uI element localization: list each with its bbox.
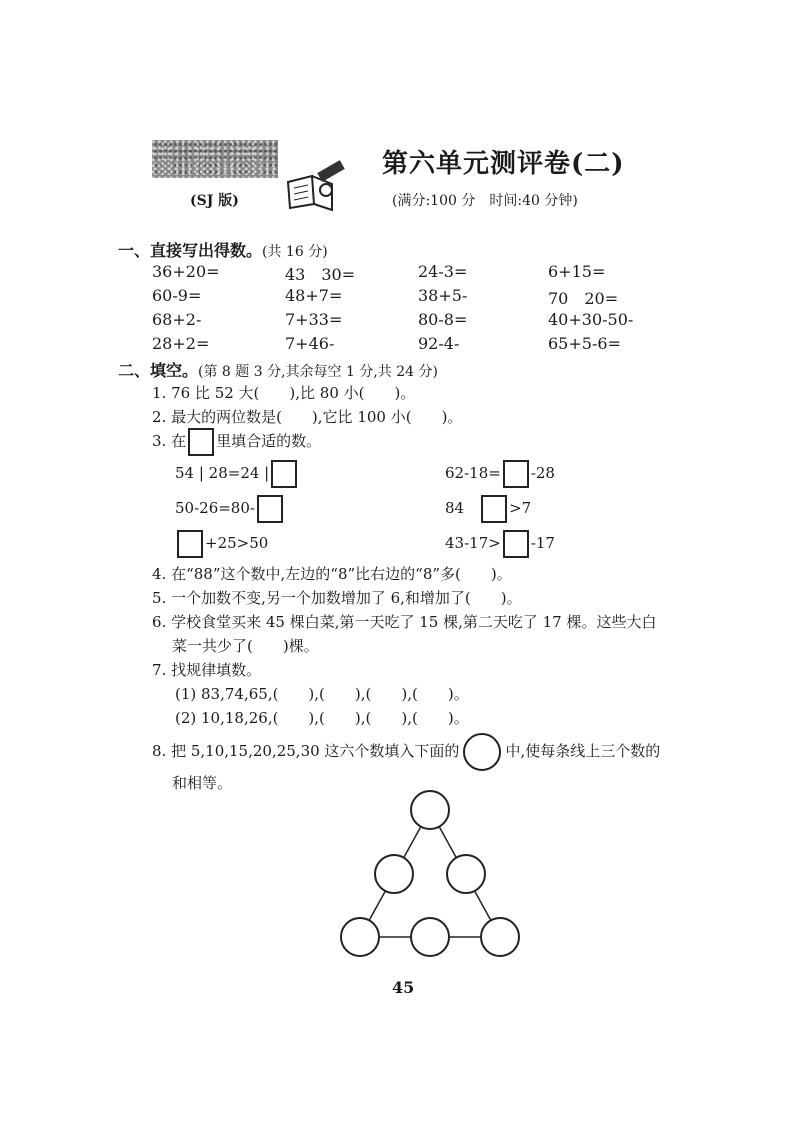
q3-item-e xyxy=(175,530,268,558)
question-7: 7. 找规律填数。 xyxy=(152,661,262,679)
page-number: 45 xyxy=(392,978,415,997)
calc-item: 28+2= xyxy=(152,334,210,353)
q3-f-text: 43-17> xyxy=(445,534,501,552)
puzzle-circle-mid-left[interactable] xyxy=(375,855,413,893)
q3-item-a xyxy=(175,460,299,488)
calc-item: 92-4- xyxy=(418,334,460,353)
circle-blank-icon xyxy=(463,733,501,771)
question-3 xyxy=(152,428,321,456)
edition-label: (SJ 版) xyxy=(190,193,239,209)
q3-f-tail: -17 xyxy=(530,534,555,552)
section2-heading xyxy=(118,358,438,381)
question-8 xyxy=(152,733,660,771)
calc-item: 68+2- xyxy=(152,310,202,329)
book-telescope-icon xyxy=(282,160,352,212)
question-3-prefix: 3. 在 xyxy=(152,432,187,450)
puzzle-circle-top[interactable] xyxy=(411,791,449,829)
decorative-stamp xyxy=(152,140,278,178)
q3-d-text: 84 xyxy=(445,499,465,517)
section2-title: 二、填空。 xyxy=(118,361,199,380)
calc-item: 7+33= xyxy=(285,310,343,329)
answer-box[interactable] xyxy=(503,530,529,558)
triangle-number-puzzle xyxy=(330,785,530,970)
answer-box[interactable] xyxy=(177,530,203,558)
puzzle-circle-bottom-right[interactable] xyxy=(481,918,519,956)
q3-e-tail: +25>50 xyxy=(205,534,269,552)
calc-item: 36+20= xyxy=(152,262,220,281)
question-8-suffix: 中,使每条线上三个数的 xyxy=(505,742,661,760)
q3-c-text: 50-26=80- xyxy=(175,499,255,517)
puzzle-circle-mid-right[interactable] xyxy=(447,855,485,893)
answer-box[interactable] xyxy=(257,495,283,523)
section1-note: (共 16 分) xyxy=(262,244,328,260)
puzzle-circle-bottom-mid[interactable] xyxy=(411,918,449,956)
question-7-part2: (2) 10,18,26,( ),( ),( ),( )。 xyxy=(175,709,469,727)
calc-item: 65+5-6= xyxy=(548,334,621,353)
answer-box[interactable] xyxy=(188,428,214,456)
calc-item: 24-3= xyxy=(418,262,468,281)
question-7-part1: (1) 83,74,65,( ),( ),( ),( )。 xyxy=(175,685,469,703)
question-3-suffix: 里填合适的数。 xyxy=(216,432,322,450)
puzzle-circle-bottom-left[interactable] xyxy=(341,918,379,956)
q3-b-text: 62-18= xyxy=(445,464,501,482)
question-2: 2. 最大的两位数是( ),它比 100 小( )。 xyxy=(152,408,463,426)
question-6-line2: 菜一共少了( )棵。 xyxy=(172,637,319,655)
q3-d-tail: >7 xyxy=(509,499,532,517)
question-4: 4. 在“88”这个数中,左边的“8”比右边的“8”多( )。 xyxy=(152,565,512,583)
q3-item-f xyxy=(445,530,555,558)
calc-item: 6+15= xyxy=(548,262,606,281)
page-title: 第六单元测评卷(二) xyxy=(382,149,625,179)
answer-box[interactable] xyxy=(481,495,507,523)
calc-item: 60-9= xyxy=(152,286,202,305)
question-8-line2: 和相等。 xyxy=(172,774,233,792)
answer-box[interactable] xyxy=(271,460,297,488)
question-8-prefix: 8. 把 5,10,15,20,25,30 这六个数填入下面的 xyxy=(152,742,460,760)
calc-item: 40+30-50- xyxy=(548,310,634,329)
calc-item: 48+7= xyxy=(285,286,343,305)
question-1: 1. 76 比 52 大( ),比 80 小( )。 xyxy=(152,384,416,402)
q3-a-text: 54 | 28=24 | xyxy=(175,464,270,482)
section1-heading xyxy=(118,238,328,261)
score-time-label: (满分:100 分 时间:40 分钟) xyxy=(392,193,578,209)
q3-item-c xyxy=(175,495,285,523)
q3-item-d xyxy=(445,495,531,523)
section1-title: 一、直接写出得数。 xyxy=(118,241,263,260)
calc-item: 7+46- xyxy=(285,334,335,353)
question-5: 5. 一个加数不变,另一个加数增加了 6,和增加了( )。 xyxy=(152,589,522,607)
section2-note: (第 8 题 3 分,其余每空 1 分,共 24 分) xyxy=(198,364,438,380)
calc-item: 38+5- xyxy=(418,286,468,305)
calc-item: 70 20= xyxy=(548,289,619,308)
answer-box[interactable] xyxy=(503,460,529,488)
calc-item: 80-8= xyxy=(418,310,468,329)
calc-item: 43 30= xyxy=(285,265,356,284)
q3-b-tail: -28 xyxy=(530,464,555,482)
question-6-line1: 6. 学校食堂买来 45 棵白菜,第一天吃了 15 棵,第二天吃了 17 棵。这些大白 xyxy=(152,613,657,631)
q3-item-b xyxy=(445,460,555,488)
